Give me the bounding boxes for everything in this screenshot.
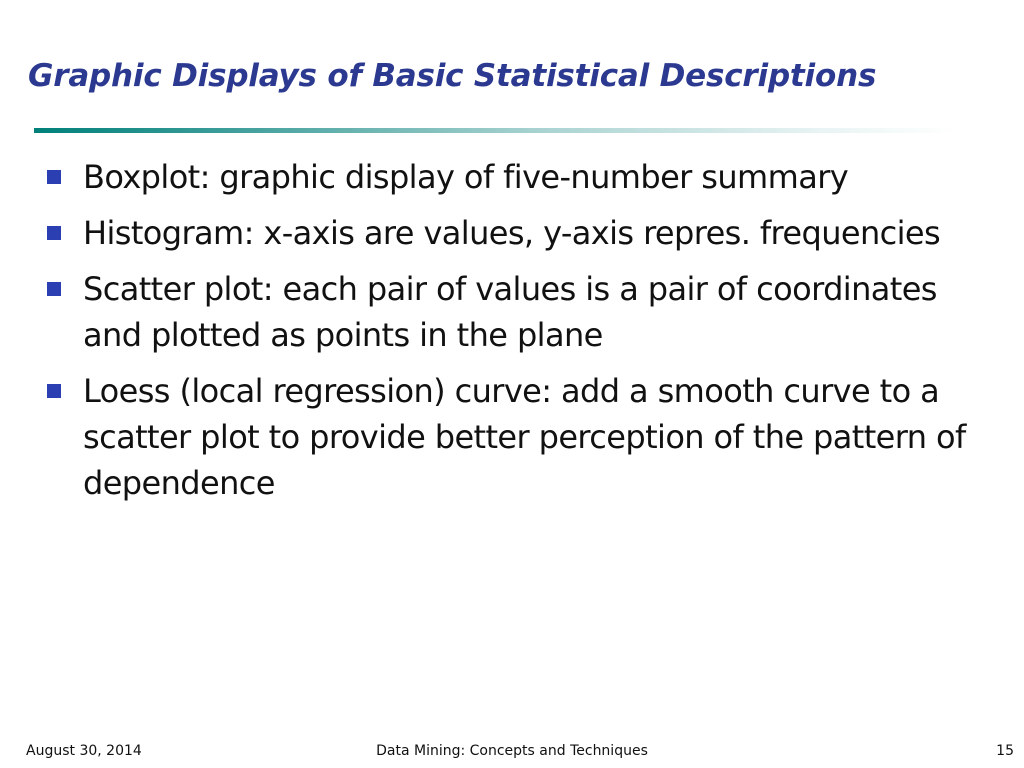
- bullet-item-scatter-plot: [47, 266, 977, 358]
- bullet-list: [47, 154, 977, 516]
- footer-date: August 30, 2014: [26, 743, 142, 759]
- square-bullet-icon: [47, 226, 61, 240]
- bullet-text: Loess (local regression) curve: add a smooth curve to a scatter plot to provide better perception of the pattern of dependence: [83, 372, 966, 502]
- footer-title: Data Mining: Concepts and Techniques: [376, 743, 648, 759]
- square-bullet-icon: [47, 282, 61, 296]
- square-bullet-icon: [47, 170, 61, 184]
- page-number: 15: [996, 743, 1014, 759]
- bullet-item-boxplot: [47, 154, 977, 200]
- bullet-text: Boxplot: graphic display of five-number summary: [83, 158, 849, 196]
- bullet-text: Scatter plot: each pair of values is a pair of coordinates and plotted as points in the plane: [83, 270, 937, 354]
- square-bullet-icon: [47, 384, 61, 398]
- title-underline: [34, 128, 956, 133]
- bullet-item-loess: [47, 368, 977, 506]
- slide-title: Graphic Displays of Basic Statistical Descriptions: [28, 58, 877, 94]
- bullet-item-histogram: [47, 210, 977, 256]
- bullet-text: Histogram: x-axis are values, y-axis repres. frequencies: [83, 214, 941, 252]
